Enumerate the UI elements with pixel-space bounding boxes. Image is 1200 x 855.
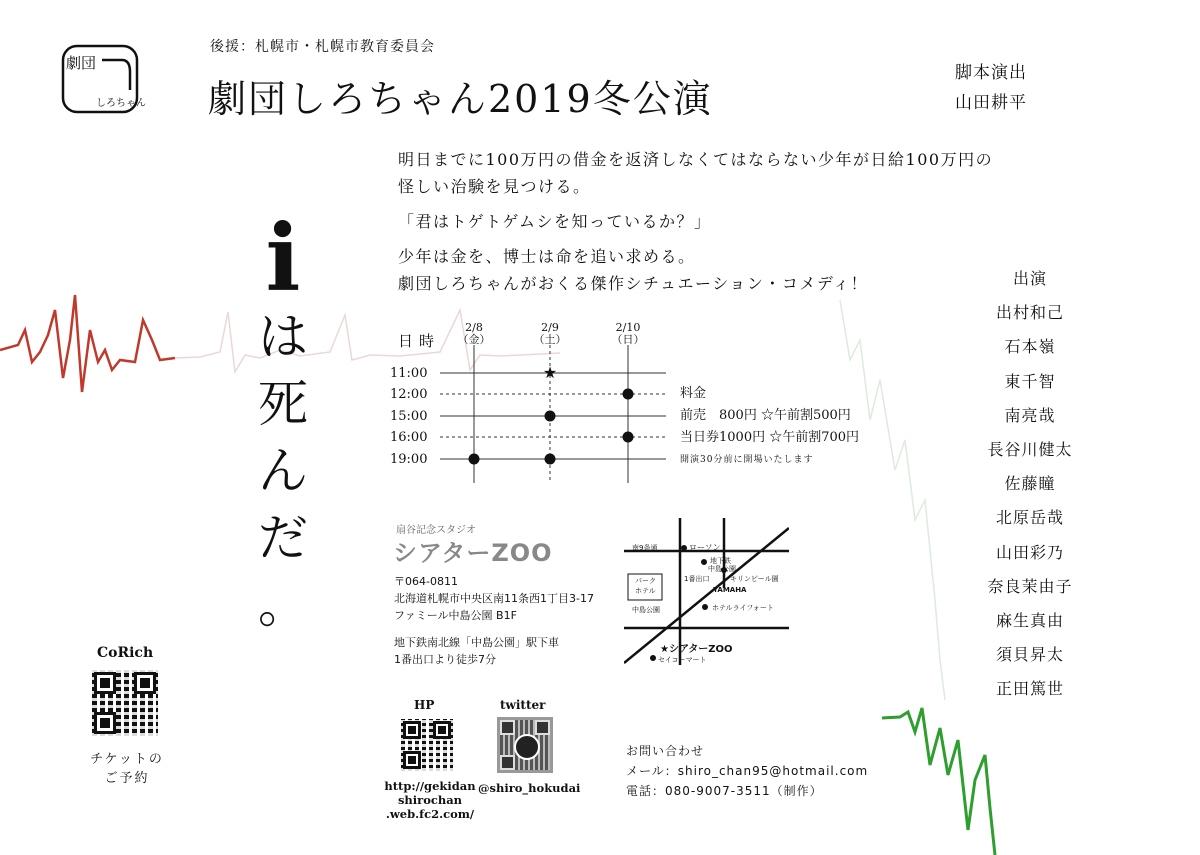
- play-title-char: だ: [258, 509, 308, 567]
- map-street: 南9条通: [632, 544, 658, 552]
- matinee-star-icon: ★: [542, 363, 558, 382]
- date-text: 2/10: [615, 321, 641, 334]
- venue-sub-name: 扇谷記念スタジオ: [396, 525, 476, 536]
- cast-member: 山田彩乃: [995, 542, 1064, 562]
- logo-text-2: しろちゃん: [96, 98, 146, 109]
- cast-member: 正田篤世: [995, 679, 1064, 699]
- price-label: 料金: [680, 386, 707, 401]
- day-text: （土）: [533, 333, 567, 346]
- date-text: 2/9: [541, 321, 559, 334]
- cast-label: 出演: [1012, 269, 1047, 288]
- hp-url-line-1: http://gekidan: [384, 779, 476, 793]
- cast-member: 南亮哉: [1004, 405, 1056, 425]
- cast-member: 長谷川健太: [987, 439, 1073, 459]
- corich-label: CoRich: [97, 645, 154, 661]
- map-seicomart: セイコーマート: [658, 656, 707, 664]
- ticket-line-1: チケットの: [90, 752, 164, 767]
- time-label: 19:00: [390, 452, 428, 467]
- cast-member: 奈良茉由子: [987, 576, 1073, 596]
- map-subway-2: 中島公園: [708, 565, 736, 573]
- address-line-1: 北海道札幌市中央区南11条西1丁目3-17: [394, 592, 594, 605]
- synopsis: [398, 146, 993, 297]
- map-theater: ★シアターZOO: [660, 644, 733, 655]
- date-text: 2/8: [465, 321, 483, 334]
- performance-dot: [623, 432, 634, 443]
- price-info: [680, 383, 859, 471]
- cast-member: 出村和己: [995, 303, 1064, 323]
- troupe-logo: [60, 42, 146, 117]
- performance-dot: [545, 454, 556, 465]
- cast-member: 石本嶺: [1004, 337, 1056, 357]
- synopsis-line-4: 劇団しろちゃんがおくる傑作シチュエーション・コメディ！: [398, 274, 869, 293]
- access-line-1: 地下鉄南北線「中島公園」駅下車: [394, 636, 559, 649]
- green-heartbeat-line: [882, 708, 995, 855]
- address-line-2: ファミール中島公園 B1F: [394, 609, 517, 622]
- price-door: 当日券1000円 ☆午前割700円: [680, 430, 860, 445]
- play-title-char: 死: [258, 375, 308, 433]
- logo-text-1: 劇団: [66, 54, 97, 72]
- performance-dot: [545, 411, 556, 422]
- synopsis-line-2: 怪しい治験を見つける。: [398, 177, 591, 196]
- postal-code: 〒064-0811: [394, 575, 458, 588]
- staff-name: 山田耕平: [955, 93, 1027, 113]
- ticket-text: [72, 750, 182, 788]
- performance-dot: [623, 389, 634, 400]
- map-hotel-lifort: ホテルライフォート: [712, 604, 774, 612]
- play-title-char: 。: [258, 576, 308, 634]
- hp-label: HP: [414, 698, 435, 712]
- play-title-char: ん: [258, 442, 308, 500]
- cast-member: 佐藤瞳: [1004, 474, 1056, 494]
- venue-map: [624, 518, 789, 665]
- venue-address: [394, 573, 594, 668]
- play-title-char: は: [258, 308, 308, 366]
- hp-qr-code[interactable]: [401, 719, 453, 771]
- synopsis-line-3: 少年は金を、博士は命を追い求める。: [398, 247, 696, 266]
- play-title: [248, 204, 318, 639]
- schedule-label: 日時: [398, 332, 441, 350]
- map-park: 中島公園: [632, 606, 660, 614]
- twitter-label: twitter: [500, 698, 546, 712]
- day-text: （日）: [611, 333, 645, 346]
- staff-credit: [955, 58, 1027, 118]
- cast-list: [975, 262, 1085, 706]
- faint-green-line: [840, 300, 945, 700]
- hp-url[interactable]: [380, 779, 480, 821]
- hp-url-line-2: shirochan: [397, 793, 463, 807]
- schedule-grid: [430, 345, 680, 485]
- performance-dot: [469, 454, 480, 465]
- map-hotel-1: パーク: [635, 577, 656, 585]
- map-kirin: キリンビール園: [730, 575, 779, 583]
- twitter-handle[interactable]: @shiro_hokudai: [478, 781, 581, 795]
- map-subway-3: 1番出口: [684, 575, 710, 583]
- cast-member: 北原岳哉: [995, 508, 1064, 528]
- map-hotel-2: ホテル: [635, 587, 656, 595]
- sponsor-text: 後援：札幌市・札幌市教育委員会: [210, 39, 435, 55]
- play-title-letter: i: [265, 204, 301, 312]
- time-label: 16:00: [390, 430, 428, 445]
- corich-qr-code[interactable]: [92, 670, 158, 736]
- contact-phone: 電話：080-9007-3511（制作）: [626, 784, 823, 798]
- time-label: 15:00: [390, 409, 428, 424]
- synopsis-quote: 「君はトゲトゲムシを知っているか？」: [398, 212, 712, 231]
- price-note: 開演30分前に開場いたします: [680, 455, 814, 465]
- staff-role: 脚本演出: [955, 63, 1027, 83]
- date-header: [608, 322, 648, 346]
- contact-label: お問い合わせ: [626, 744, 705, 758]
- cast-member: 麻生真由: [995, 610, 1064, 630]
- time-label: 11:00: [390, 366, 428, 381]
- date-header: [454, 322, 494, 346]
- day-text: （金）: [457, 333, 491, 346]
- twitter-qr-code[interactable]: [497, 717, 553, 773]
- contact-mail: メール：shiro_chan95@hotmail.com: [626, 764, 869, 778]
- map-subway-1: 地下鉄: [710, 557, 731, 565]
- hp-url-line-3: .web.fc2.com/: [385, 807, 475, 821]
- venue-logo: シアターZOO: [393, 539, 553, 567]
- cast-member: 須貝昇太: [995, 645, 1064, 665]
- main-title: 劇団しろちゃん2019冬公演: [208, 77, 713, 121]
- cast-member: 東千智: [1004, 371, 1056, 391]
- synopsis-line-1: 明日までに100万円の借金を返済しなくてはならない少年が日給100万円の: [398, 150, 994, 169]
- red-heartbeat-line: [0, 295, 175, 392]
- time-label: 12:00: [390, 387, 428, 402]
- price-advance: 前売 800円 ☆午前割500円: [680, 408, 851, 423]
- contact-info: [626, 741, 868, 801]
- map-yamaha: YAMAHA: [713, 586, 747, 594]
- access-line-2: 1番出口より徒歩7分: [394, 653, 496, 666]
- date-header: [530, 322, 570, 346]
- map-lawson: ローソン: [689, 543, 721, 552]
- ticket-line-2: ご予約: [104, 771, 150, 786]
